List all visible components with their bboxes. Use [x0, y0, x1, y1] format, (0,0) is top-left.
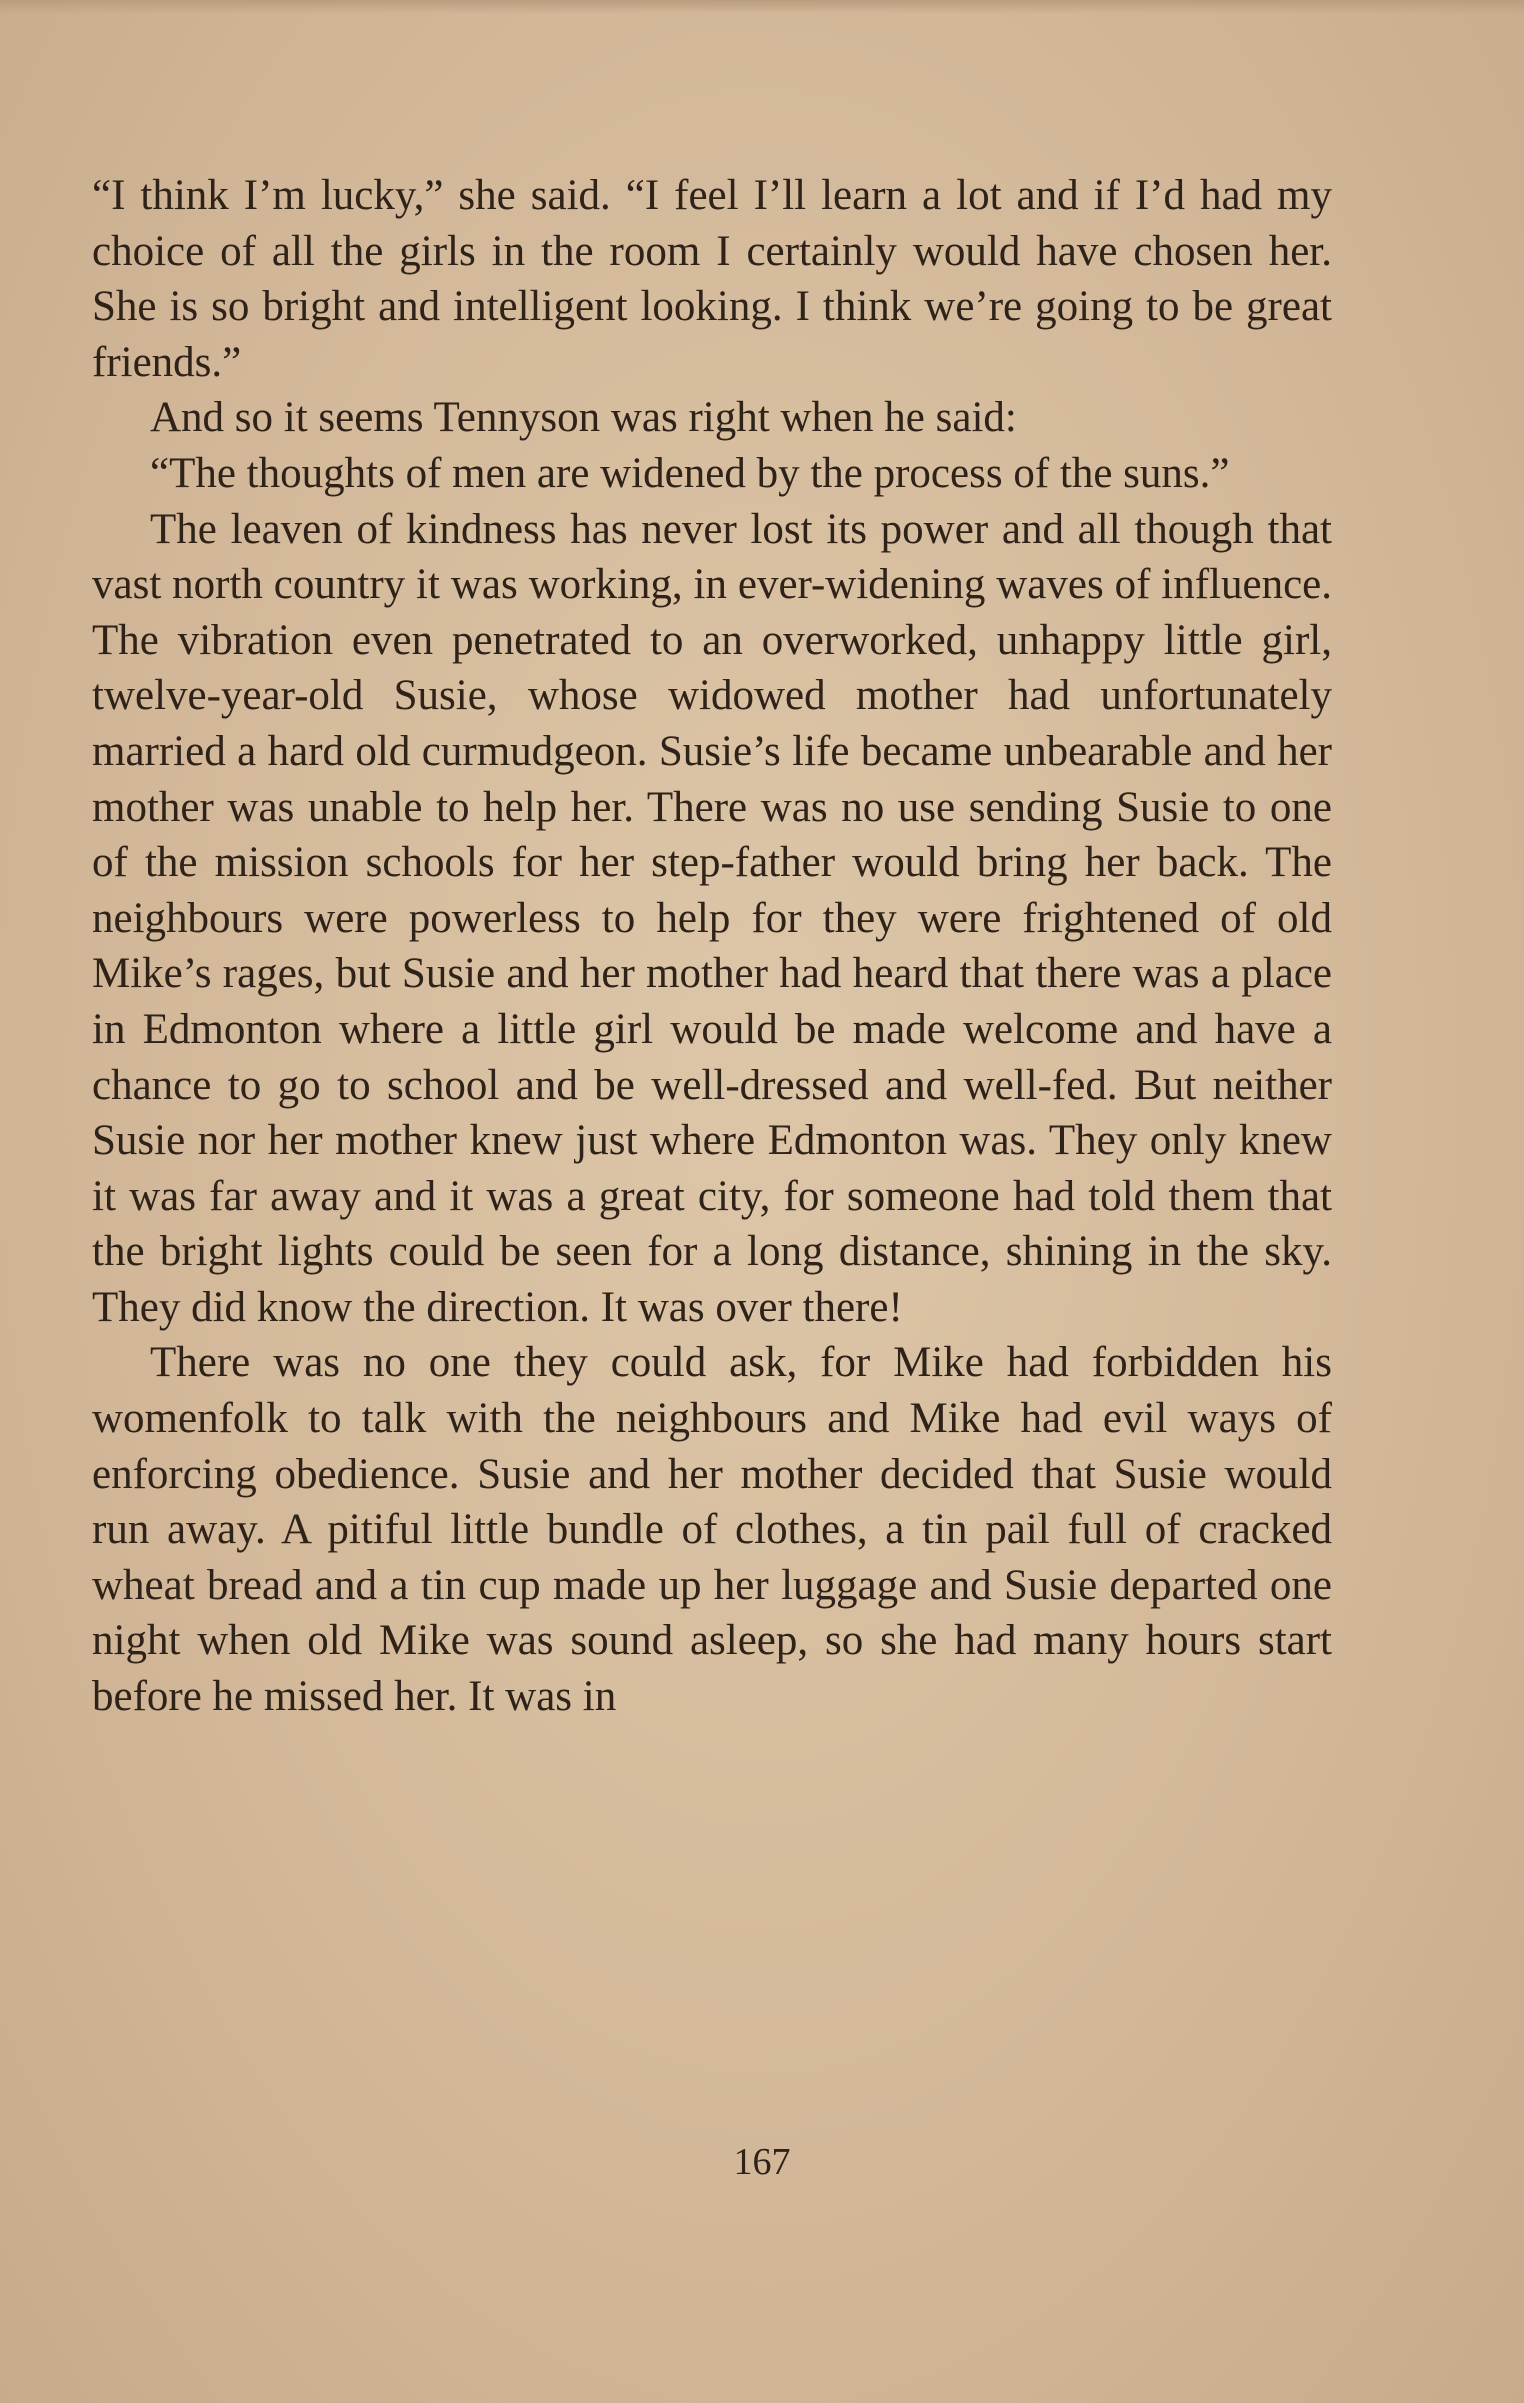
paragraph-2: And so it seems Tennyson was right when he said: [150, 394, 1017, 442]
paragraph-3: “The thoughts of men are widened by the process of the suns.” [150, 449, 1230, 497]
paragraph-5: There was no one they could ask, for Mike had forbidden his womenfolk to talk with the neighbours and Mike had evil ways of enforcing obedience. Susie and her mother decided that Susie would run away. A pitiful little bundle of clothes, a tin pail full of cracked wheat bread and a tin cup made up her luggage and Susie departed one night when old Mike was sound asleep, so she had many hours start before he missed her. It was in [92, 1339, 1332, 1721]
paragraph-4: The leaven of kindness has never lost its power and all though that vast north country it was working, in ever-widening waves of influence. The vibration even penetrated to an overworked, unhappy little girl, twelve-year-old Susie, whose widowed mother had unfortunately married a hard old curmudgeon. Susie’s life became unbearable and her mother was unable to help her. There was no use sending Susie to one of the mission schools for her step-father would bring her back. The neighbours were powerless to help for they were frightened of old Mike’s rages, but Susie and her mother had heard that there was a place in Edmonton where a little girl would be made welcome and have a chance to go to school and be well-dressed and well-fed. But neither Susie nor her mother knew just where Edmonton was. They only knew it was far away and it was a great city, for someone had told them that the bright lights could be seen for a long distance, shining in the sky. They did know the direction. It was over there! [92, 505, 1332, 1331]
paragraph-1: “I think I’m lucky,” she said. “I feel I’ll learn a lot and if I’d had my choice of all the girls in the room I certainly would have chosen her. She is so bright and intelligent looking. I think we’re going to be great friends.” [92, 172, 1332, 386]
body-text [92, 168, 1332, 1725]
page-number: 167 [733, 2141, 791, 2183]
page-top-edge [0, 0, 1524, 14]
